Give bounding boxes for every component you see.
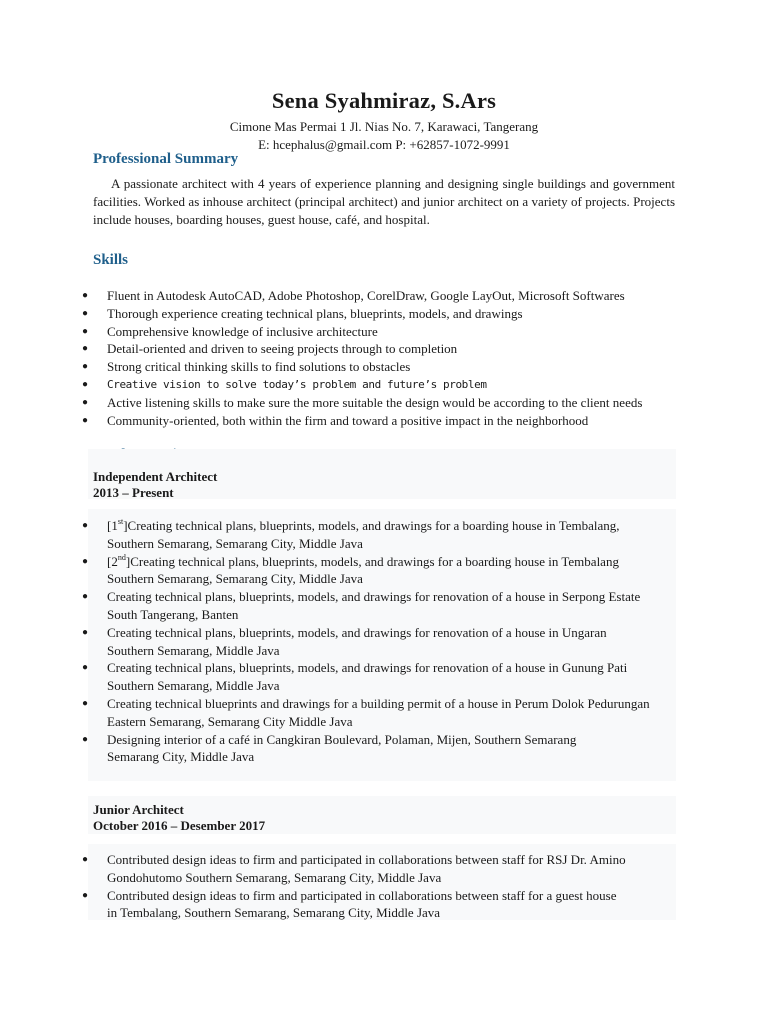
list-item: ● Creating technical plans, blueprints, models, and drawings for renovation of a house in Gunung Pati Southern Semarang, Middle Java: [82, 660, 628, 694]
list-item: ● [1st]Creating technical plans, blueprints, models, and drawings for a boarding house in Tembalang, Southern Semarang, Semarang City, Middle Java: [82, 517, 620, 551]
list-item: ● [2nd]Creating technical plans, blueprints, models, and drawings for a boarding house in Tembalang Southern Semarang, Semarang City, Middle Java: [82, 552, 619, 587]
job-period: 2013 – Present: [93, 485, 174, 500]
bullet-icon: ●: [82, 378, 88, 390]
bullet-icon: ●: [82, 591, 89, 603]
skills-list: [82, 287, 682, 429]
job-title: Junior Architect: [93, 802, 184, 817]
bullet-icon: ●: [82, 733, 89, 745]
bullet-icon: ●: [82, 662, 89, 674]
list-item: ● Active listening skills to make sure the more suitable the design would be according to the client needs: [82, 394, 643, 410]
bullet-icon: ●: [82, 307, 89, 319]
list-item: ● Fluent in Autodesk AutoCAD, Adobe Photoshop, CorelDraw, Google LayOut, Microsoft Softwares: [82, 288, 625, 303]
job-title: Independent Architect: [93, 469, 218, 484]
bullet-icon: ●: [82, 555, 89, 567]
list-item: ● Creating technical plans, blueprints, models, and drawings for renovation of a house in Ungaran Southern Semarang, Middle Java: [82, 624, 607, 658]
bullet-icon: ●: [82, 854, 89, 865]
list-item: ● Creating technical plans, blueprints, models, and drawings for renovation of a house in Serpong Estate South Tangerang, Banten: [82, 589, 641, 622]
address-line: Cimone Mas Permai 1 Jl. Nias No. 7, Karawaci, Tangerang: [229, 119, 539, 134]
bullet-icon: ●: [82, 343, 89, 355]
bullet-icon: ●: [82, 697, 89, 709]
bullet-icon: ●: [82, 889, 89, 901]
list-item: ● Strong critical thinking skills to find solutions to obstacles: [82, 359, 411, 375]
bullet-icon: ●: [82, 626, 89, 638]
list-item: ● Thorough experience creating technical plans, blueprints, models, and drawings: [82, 305, 523, 321]
bullet-icon: ●: [82, 361, 89, 373]
list-item: ● Community-oriented, both within the firm and toward a positive impact in the neighborhood: [82, 412, 589, 428]
list-item: ● Creative vision to solve today’s problem and future’s problem: [82, 376, 682, 394]
job-duties-list: [82, 851, 682, 922]
summary-heading: Professional Summary: [93, 151, 239, 167]
summary-text: A passionate architect with 4 years of experience planning and designing single buildings and government facilities. Worked as inhouse architect (principal architect) and junior architect on a variety of projects. Projects include houses, boarding houses, guest house, café, and hospital.: [93, 176, 675, 227]
skills-heading: Skills: [93, 252, 129, 268]
list-item: ● Creating technical blueprints and drawings for a building permit of a house in Perum Dolok Pedurungan Eastern Semarang, Semarang City Middle Java: [82, 695, 650, 729]
contact-line: E: hcephalus@gmail.com P: +62857-1072-9991: [258, 137, 510, 152]
list-item: ● Comprehensive knowledge of inclusive architecture: [82, 323, 378, 339]
bullet-icon: ●: [82, 414, 89, 426]
summary-paragraph: [93, 175, 675, 229]
list-item: ● Contributed design ideas to firm and participated in collaborations between staff for a guest house in Tembalang, Southern Semarang, Semarang City, Middle Java: [82, 887, 617, 921]
bullet-icon: ●: [82, 520, 89, 531]
candidate-name: Sena Syahmiraz, S.Ars: [271, 88, 497, 113]
job-duties-list: [82, 517, 682, 766]
bullet-icon: ●: [82, 325, 89, 337]
list-item: ● Detail-oriented and driven to seeing projects through to completion: [82, 341, 458, 357]
bullet-icon: ●: [82, 396, 89, 408]
list-item: ● Designing interior of a café in Cangkiran Boulevard, Polaman, Mijen, Southern Semarang Semarang City, Middle Java: [82, 731, 577, 765]
job-period: October 2016 – Desember 2017: [93, 818, 266, 833]
list-item: ● Contributed design ideas to firm and participated in collaborations between staff for RSJ Dr. Amino Gondohutomo Southern Semarang, Semarang City, Middle Java: [82, 852, 626, 885]
bullet-icon: ●: [82, 290, 89, 301]
